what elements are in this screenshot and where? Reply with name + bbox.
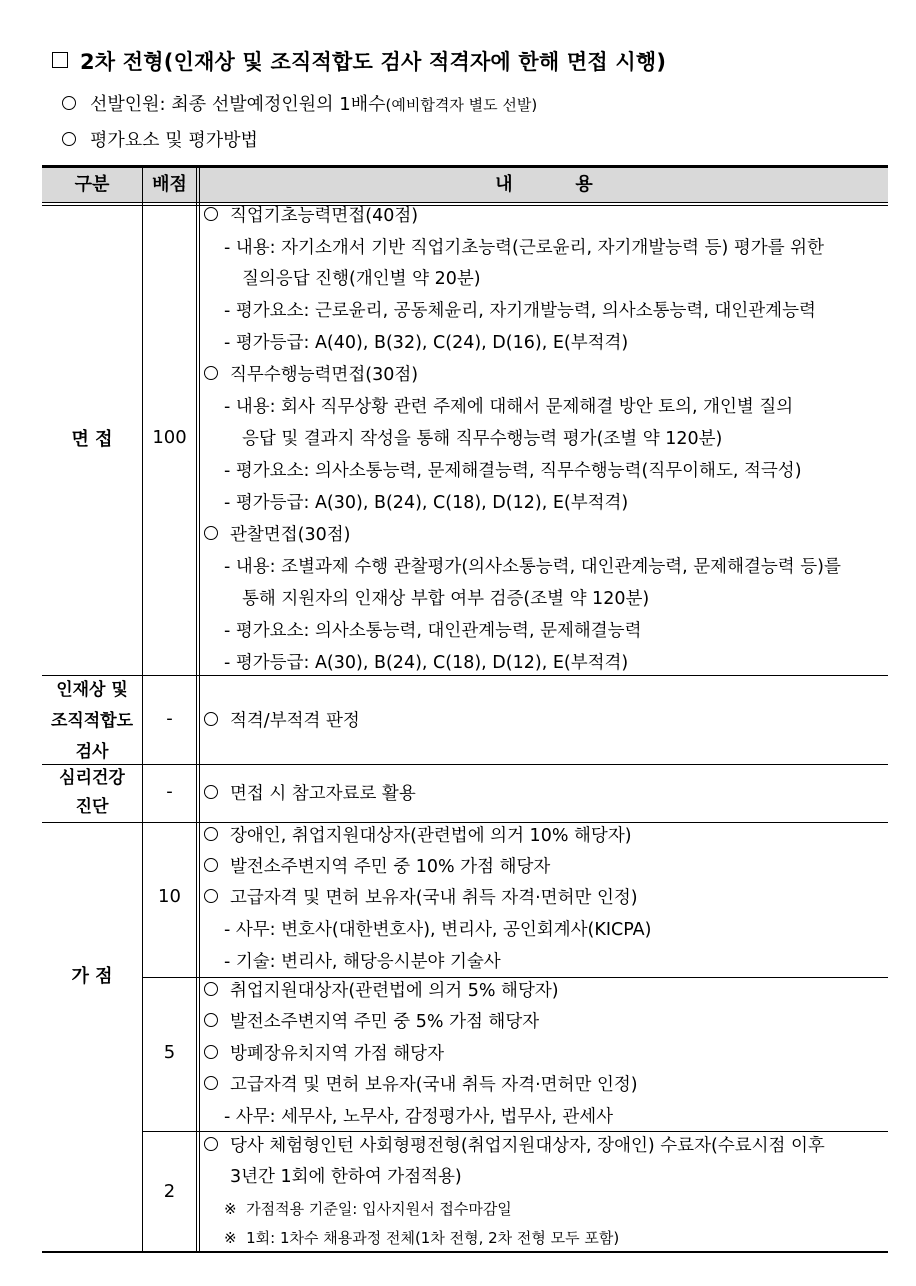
header-content: 내 용 — [495, 174, 593, 195]
row-divider-mental — [42, 822, 888, 823]
bonus-line: 방폐장유치지역 가점 해당자 — [204, 1042, 444, 1066]
header-category: 구분 — [74, 174, 110, 195]
row-divider-interview — [42, 675, 888, 676]
interview-line: 관찰면접(30점) — [204, 523, 350, 547]
interview-line: - 평가요소: 근로윤리, 공동체윤리, 자기개발능력, 의사소통능력, 대인관계능력 — [224, 301, 816, 321]
bonus-line: 발전소주변지역 주민 중 5% 가점 해당자 — [204, 1010, 539, 1034]
circle-bullet-icon — [204, 982, 218, 996]
mental-line: 면접 시 참고자료로 활용 — [204, 782, 416, 806]
circle-bullet-icon — [204, 1076, 218, 1090]
interview-line: - 평가등급: A(40), B(32), C(24), D(16), E(부적격) — [224, 333, 629, 353]
row-label-bonus: 가 점 — [71, 966, 113, 987]
bonus-line: 취업지원대상자(관련법에 의거 5% 해당자) — [204, 979, 559, 1003]
section-heading: 2차 전형(인재상 및 조직적합도 검사 적격자에 한해 면접 시행) — [52, 46, 666, 76]
col-divider-2 — [196, 168, 197, 1253]
row-divider-bonus-5 — [142, 1131, 888, 1132]
header-divider-double — [42, 205, 888, 206]
circle-bullet-icon — [204, 1045, 218, 1059]
interview-line: 응답 및 결과지 작성을 통해 직무수행능력 평가(조별 약 120분) — [242, 429, 723, 449]
score-bonus-2: 2 — [163, 1181, 176, 1202]
interview-line: 직무수행능력면접(30점) — [204, 363, 418, 387]
header-score: 배점 — [152, 174, 187, 195]
circle-bullet-icon — [204, 207, 218, 221]
interview-line: - 내용: 자기소개서 기반 직업기초능력(근로윤리, 자기개발능력 등) 평가를 위한 — [224, 238, 824, 258]
bonus-line: 고급자격 및 면허 보유자(국내 취득 자격·면허만 인정) — [204, 1073, 638, 1097]
circle-bullet-icon — [204, 712, 218, 726]
circle-bullet-icon — [204, 526, 218, 540]
interview-line: - 내용: 조별과제 수행 관찰평가(의사소통능력, 대인관계능력, 문제해결능력 등)를 — [224, 557, 841, 577]
circle-bullet-icon — [204, 827, 218, 841]
score-bonus-10: 10 — [158, 886, 181, 907]
circle-bullet-icon — [204, 785, 218, 799]
bonus-line: - 사무: 세무사, 노무사, 감정평가사, 법무사, 관세사 — [224, 1107, 614, 1127]
interview-line: 질의응답 진행(개인별 약 20분) — [242, 269, 481, 289]
interview-line: - 내용: 회사 직무상황 관련 주제에 대해서 문제해결 방안 토의, 개인별 질의 — [224, 397, 794, 417]
col-divider-2b — [199, 168, 200, 1253]
row-divider-aptitude — [42, 764, 888, 765]
bonus-line: 고급자격 및 면허 보유자(국내 취득 자격·면허만 인정) — [204, 886, 638, 910]
row-label-aptitude: 인재상 및 조직적합도 검사 — [50, 680, 134, 762]
bonus-line: - 기술: 변리사, 해당응시분야 기술사 — [224, 952, 501, 972]
interview-line: - 평가등급: A(30), B(24), C(18), D(12), E(부적격) — [224, 493, 629, 513]
table-bottom-border — [42, 1251, 888, 1253]
aptitude-line: 적격/부적격 판정 — [204, 709, 360, 733]
circle-bullet-icon — [204, 1137, 218, 1151]
score-bonus-5: 5 — [163, 1042, 176, 1063]
row-divider-bonus-10 — [142, 977, 888, 978]
bonus-note: ※ 1회: 1차수 채용과정 전체(1차 전형, 2차 전형 모두 포함) — [224, 1229, 620, 1247]
interview-line: - 평가요소: 의사소통능력, 대인관계능력, 문제해결능력 — [224, 621, 642, 641]
row-label-mental: 심리건강 진단 — [59, 768, 125, 817]
heading-item-selection: 선발인원: 최종 선발예정인원의 1배수(예비합격자 별도 선발) — [62, 90, 537, 116]
circle-bullet-icon — [204, 858, 218, 872]
bonus-line: 당사 체험형인턴 사회형평전형(취업지원대상자, 장애인) 수료자(수료시점 이후 — [204, 1134, 825, 1158]
bonus-line: 3년간 1회에 한하여 가점적용) — [230, 1167, 462, 1187]
interview-line: 통해 지원자의 인재상 부합 여부 검증(조별 약 120분) — [242, 589, 650, 609]
interview-line: 직업기초능력면접(40점) — [204, 204, 418, 228]
bonus-line: 발전소주변지역 주민 중 10% 가점 해당자 — [204, 855, 550, 879]
square-bullet-icon — [52, 52, 68, 68]
bonus-line: - 사무: 변호사(대한변호사), 변리사, 공인회계사(KICPA) — [224, 920, 652, 940]
interview-line: - 평가요소: 의사소통능력, 문제해결능력, 직무수행능력(직무이해도, 적극성) — [224, 461, 802, 481]
interview-line: - 평가등급: A(30), B(24), C(18), D(12), E(부적격) — [224, 653, 629, 673]
row-label-interview: 면 접 — [71, 429, 113, 450]
circle-bullet-icon — [62, 132, 76, 146]
circle-bullet-icon — [204, 366, 218, 380]
circle-bullet-icon — [62, 96, 76, 110]
header-divider — [42, 202, 888, 203]
heading-item-evaluation: 평가요소 및 평가방법 — [62, 126, 258, 152]
circle-bullet-icon — [204, 1013, 218, 1027]
score-interview: 100 — [152, 427, 187, 448]
score-aptitude: - — [166, 708, 173, 729]
bonus-note: ※ 가점적용 기준일: 입사지원서 접수마감일 — [224, 1200, 512, 1218]
score-mental: - — [166, 781, 173, 802]
bonus-line: 장애인, 취업지원대상자(관련법에 의거 10% 해당자) — [204, 824, 632, 848]
circle-bullet-icon — [204, 889, 218, 903]
